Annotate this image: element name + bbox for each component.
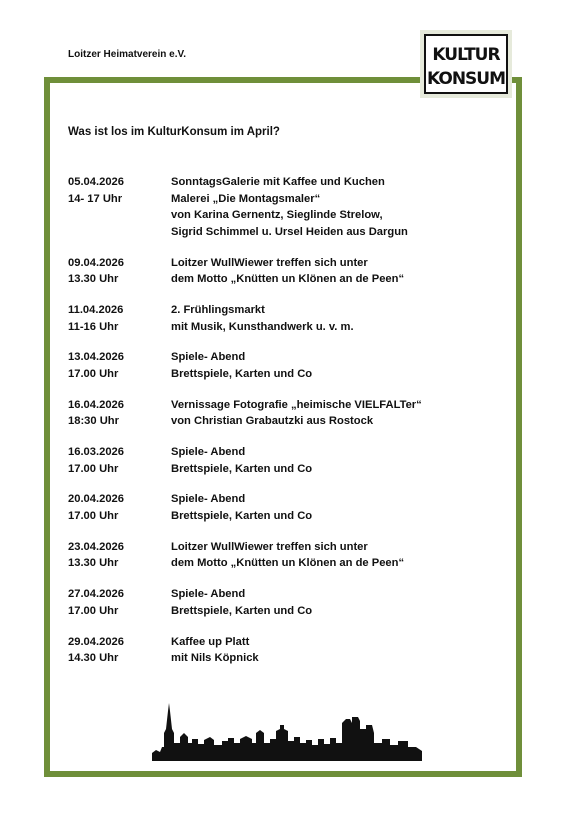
event-item <box>68 444 508 477</box>
event-detail: Brettspiele, Karten und Co <box>171 367 313 380</box>
event-detail: Malerei „Die Montagsmaler“ <box>171 192 321 205</box>
event-item <box>68 491 508 524</box>
event-date: 16.04.2026 <box>68 398 124 411</box>
event-row <box>68 302 508 319</box>
event-detail: Brettspiele, Karten und Co <box>171 604 313 617</box>
event-row <box>68 319 508 336</box>
logo-line2: KONSUM <box>426 69 506 89</box>
event-date: 13.04.2026 <box>68 351 124 364</box>
event-title: Kaffee up Platt <box>171 635 250 648</box>
event-time: 18:30 Uhr <box>68 415 119 428</box>
event-date: 05.04.2026 <box>68 176 124 188</box>
event-item <box>68 539 508 572</box>
event-title: Spiele- Abend <box>171 493 246 506</box>
event-time: 13.30 Uhr <box>68 557 119 570</box>
event-row <box>68 508 508 525</box>
event-date: 09.04.2026 <box>68 256 124 269</box>
event-date: 16.03.2026 <box>68 446 124 459</box>
event-item <box>68 255 508 288</box>
event-row <box>68 366 508 383</box>
event-detail: mit Nils Köpnick <box>171 652 259 665</box>
event-time: 14- 17 Uhr <box>68 192 123 205</box>
event-row <box>68 174 508 191</box>
event-list <box>68 174 508 681</box>
event-row <box>68 555 508 572</box>
event-title: Spiele- Abend <box>171 446 246 459</box>
event-row <box>68 603 508 620</box>
event-spacer <box>68 224 171 241</box>
event-item <box>68 397 508 430</box>
event-row <box>68 491 508 508</box>
event-item <box>68 634 508 667</box>
event-row <box>68 224 508 241</box>
event-date: 29.04.2026 <box>68 635 124 648</box>
logo-line1: KULTUR <box>432 45 500 65</box>
event-item <box>68 174 508 240</box>
event-row <box>68 444 508 461</box>
page-heading: Was ist los im KulturKonsum im April? <box>68 126 280 138</box>
event-date: 20.04.2026 <box>68 493 124 506</box>
event-row <box>68 461 508 478</box>
town-skyline-icon <box>152 703 422 761</box>
event-item <box>68 302 508 335</box>
event-time: 11-16 Uhr <box>68 320 119 333</box>
event-item <box>68 349 508 382</box>
event-row <box>68 191 508 208</box>
event-row <box>68 397 508 414</box>
event-title: 2. Frühlingsmarkt <box>171 303 265 316</box>
event-row <box>68 586 508 603</box>
event-row <box>68 650 508 667</box>
event-spacer <box>68 207 171 224</box>
event-detail: von Christian Grabautzki aus Rostock <box>171 415 374 428</box>
event-title: Loitzer WullWiewer treffen sich unter <box>171 540 368 553</box>
event-time: 17.00 Uhr <box>68 510 119 523</box>
kulturkonsum-logo <box>420 30 512 98</box>
event-row <box>68 539 508 556</box>
event-row <box>68 271 508 288</box>
event-time: 17.00 Uhr <box>68 367 119 380</box>
event-title: Spiele- Abend <box>171 351 246 364</box>
event-row <box>68 207 508 224</box>
event-title: Vernissage Fotografie „heimische VIELFALTer“ <box>171 398 422 411</box>
event-date: 11.04.2026 <box>68 303 124 316</box>
event-time: 13.30 Uhr <box>68 273 119 286</box>
event-row <box>68 255 508 272</box>
event-detail: Brettspiele, Karten und Co <box>171 510 313 523</box>
event-detail: von Karina Gernentz, Sieglinde Strelow, <box>171 209 383 222</box>
event-title: Loitzer WullWiewer treffen sich unter <box>171 256 368 269</box>
event-detail: dem Motto „Knütten un Klönen an de Peen“ <box>171 557 405 570</box>
event-detail: mit Musik, Kunsthandwerk u. v. m. <box>171 320 354 333</box>
event-row <box>68 413 508 430</box>
event-time: 17.00 Uhr <box>68 462 119 475</box>
event-row <box>68 349 508 366</box>
event-time: 14.30 Uhr <box>68 652 119 665</box>
event-item <box>68 586 508 619</box>
event-detail: Sigrid Schimmel u. Ursel Heiden aus Dargun <box>171 225 408 238</box>
event-time: 17.00 Uhr <box>68 604 119 617</box>
event-detail: Brettspiele, Karten und Co <box>171 462 313 475</box>
event-date: 27.04.2026 <box>68 588 124 601</box>
event-detail: dem Motto „Knütten un Klönen an de Peen“ <box>171 273 405 286</box>
event-row <box>68 634 508 651</box>
event-date: 23.04.2026 <box>68 540 124 553</box>
event-title: Spiele- Abend <box>171 588 246 601</box>
organization-name: Loitzer Heimatverein e.V. <box>68 49 187 60</box>
event-title: SonntagsGalerie mit Kaffee und Kuchen <box>171 176 385 188</box>
